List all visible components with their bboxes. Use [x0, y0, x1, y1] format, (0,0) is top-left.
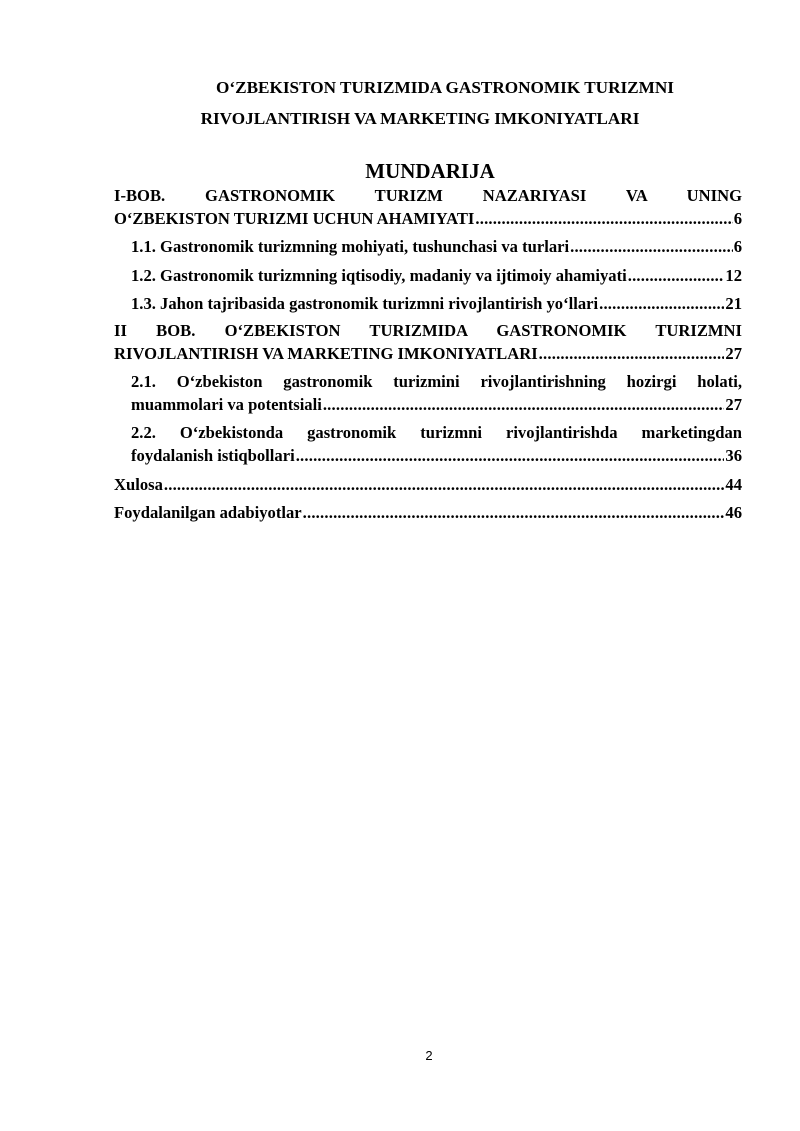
dot-leader [570, 236, 733, 259]
toc-entry-text: 1.3. Jahon tajribasida gastronomik turizmni rivojlantirish yo‘llari [131, 294, 599, 314]
toc-entry-line [131, 265, 742, 288]
toc-entry-line-2 [114, 208, 742, 231]
toc-entry-line-2 [131, 445, 742, 468]
toc-entry-text-line-2: muammolari va potentsiali [131, 394, 322, 414]
toc-entry-text: Foydalanilgan adabiyotlar [114, 503, 302, 523]
toc-page-number: 27 [725, 343, 742, 363]
dot-leader [475, 208, 732, 231]
toc-entry-text-line-1: 2.1. O‘zbekiston gastronomik turizmini rivojlantirishning hozirgi holati, [131, 372, 742, 392]
toc-entry-section-2-2[interactable] [114, 422, 742, 467]
toc-entry-text-line-1: 2.2. O‘zbekistonda gastronomik turizmni rivojlantirishda marketingdan [131, 423, 742, 443]
toc-heading: MUNDARIJA [365, 159, 495, 183]
toc-entry-line [131, 293, 742, 316]
document-title-line-1: O‘ZBEKISTON TURIZMIDA GASTRONOMIK TURIZMNI [216, 78, 674, 97]
document-title-line-2: RIVOJLANTIRISH VA MARKETING IMKONIYATLARI [200, 109, 640, 128]
toc-entry-section-1-1[interactable] [114, 236, 742, 259]
toc-entry-section-2-1[interactable] [114, 371, 742, 416]
dot-leader [599, 293, 724, 316]
table-of-contents [114, 185, 742, 525]
page-number: 2 [425, 1048, 433, 1063]
toc-entry-text-line-2: foydalanish istiqbollari [131, 445, 295, 465]
toc-entry-text-line-2: O‘ZBEKISTON TURIZMI UCHUN AHAMIYATI [114, 208, 475, 228]
toc-page-number: 46 [725, 503, 742, 523]
dot-leader [303, 502, 725, 525]
toc-entry-line [131, 236, 742, 259]
dot-leader [539, 343, 725, 366]
toc-entry-chapter-1[interactable] [114, 185, 742, 230]
toc-entry-text: 1.2. Gastronomik turizmning iqtisodiy, madaniy va ijtimoiy ahamiyati [131, 265, 627, 285]
toc-entry-chapter-2[interactable] [114, 320, 742, 365]
toc-page-number: 44 [725, 474, 742, 494]
dot-leader [628, 265, 725, 288]
dot-leader [296, 445, 725, 468]
dot-leader [164, 474, 725, 497]
toc-entry-text-line-1: I-BOB. GASTRONOMIK TURIZM NAZARIYASI VA UNING [114, 186, 742, 205]
toc-page-number: 6 [733, 237, 742, 257]
toc-page-number: 12 [725, 265, 742, 285]
toc-entry-line [114, 474, 742, 497]
toc-entry-text-line-1: II BOB. O‘ZBEKISTON TURIZMIDA GASTRONOMIK TURIZMNI [114, 320, 742, 340]
toc-entry-text-line-2: RIVOJLANTIRISH VA MARKETING IMKONIYATLARI [114, 343, 538, 363]
toc-entry-line-2 [114, 343, 742, 366]
toc-entry-line [114, 502, 742, 525]
toc-entry-line-2 [131, 394, 742, 417]
toc-page-number: 6 [733, 208, 742, 228]
toc-entry-text: Xulosa [114, 474, 163, 494]
toc-page-number: 36 [725, 445, 742, 465]
toc-entry-section-1-2[interactable] [114, 265, 742, 288]
toc-page-number: 21 [725, 294, 742, 314]
toc-entry-references[interactable] [114, 502, 742, 525]
toc-entry-conclusion[interactable] [114, 474, 742, 497]
toc-entry-text: 1.1. Gastronomik turizmning mohiyati, tushunchasi va turlari [131, 237, 570, 257]
toc-entry-section-1-3[interactable] [114, 293, 742, 316]
dot-leader [323, 394, 725, 417]
toc-page-number: 27 [725, 394, 742, 414]
